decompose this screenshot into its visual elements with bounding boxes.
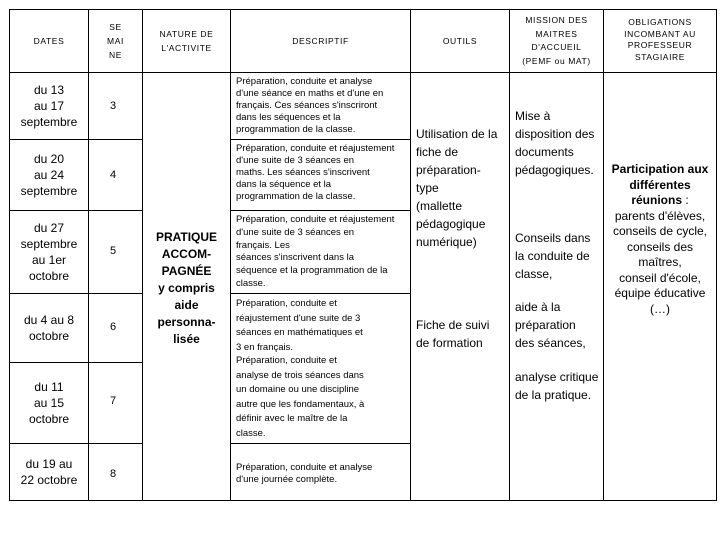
date-cell <box>10 211 88 293</box>
nature-line: personna- <box>157 315 216 329</box>
descriptif-line: séances en mathématiques et <box>236 327 363 338</box>
mission-line: disposition des <box>515 127 595 141</box>
header-semaine <box>89 10 142 72</box>
outils-line: préparation- <box>416 163 481 177</box>
descriptif-line: programmation de la classe. <box>236 124 356 135</box>
obligations-line: maîtres, <box>638 255 682 269</box>
descriptif-line: programmation de la classe. <box>236 191 356 202</box>
header-obligations-line: PROFESSEUR <box>627 40 693 50</box>
mission-line: documents <box>515 145 574 159</box>
date-line: au 24 <box>33 168 64 182</box>
obligations-cell <box>604 162 716 317</box>
descriptif-line: maths. Les séances s'inscrivent <box>236 167 370 178</box>
header-outils <box>411 10 509 72</box>
descriptif-line: Préparation, conduite et analyse <box>236 76 373 87</box>
mission-line: des séances, <box>515 336 586 350</box>
date-line: 22 octobre <box>20 473 78 487</box>
descriptif-line: d'une suite de 3 séances en <box>236 155 355 166</box>
descriptif-line: Préparation, conduite et analyse <box>236 462 373 473</box>
date-line: septembre <box>20 237 78 251</box>
date-line: au 15 <box>33 396 65 410</box>
nature-line: PRATIQUE <box>155 230 218 244</box>
date-cell <box>10 363 88 443</box>
header-semaine-line: MAI <box>107 36 124 46</box>
date-line: du 4 au 8 <box>23 313 75 327</box>
descriptif-line: français. Les <box>236 239 290 251</box>
mission-line: Mise à <box>515 109 551 123</box>
outils-line: Fiche de suivi <box>416 318 490 332</box>
mission-line: pédagogiques. <box>515 163 594 177</box>
outils-line: numérique) <box>416 235 477 249</box>
header-obligations-line: STAGIAIRE <box>634 51 686 62</box>
descriptif-line: d'une suite de 3 séances en <box>236 226 355 238</box>
descriptif-line: Préparation, conduite et réajustement <box>236 143 395 154</box>
descriptif-line: dans la séquence et la <box>236 179 332 190</box>
mission-line: préparation <box>515 318 576 332</box>
date-cell <box>10 444 88 500</box>
mission-line: de la pratique. <box>515 388 592 402</box>
descriptif-line: analyse de trois séances dans <box>236 369 364 381</box>
header-semaine-line: SE <box>109 22 122 32</box>
descriptif-line: autre que les fondamentaux, à <box>236 398 365 410</box>
descriptif-line: définir avec le maître de la <box>236 413 348 424</box>
descriptif-cell <box>236 143 408 203</box>
obligations-line: conseils de cycle, <box>612 224 708 238</box>
mission-line: Conseils dans <box>515 231 591 245</box>
date-line: du 27 <box>33 221 64 235</box>
date-line: au 17 <box>33 99 64 113</box>
descriptif-line: d'une séance en maths et d'une en <box>236 88 384 99</box>
nature-line: ACCOM- <box>161 247 212 261</box>
descriptif-cell <box>236 76 408 136</box>
descriptif-cell <box>236 354 408 441</box>
date-line: octobre <box>28 269 69 283</box>
header-outils-label: OUTILS <box>442 36 478 46</box>
obligations-bold-line: réunions <box>631 193 682 207</box>
header-descriptif <box>231 10 410 72</box>
obligations-line: parents d'élèves, <box>614 208 706 223</box>
mission-documents <box>515 107 602 179</box>
outils-line: Utilisation de la <box>416 127 498 141</box>
week-number: 3 <box>110 100 117 112</box>
nature-line: lisée <box>173 332 200 346</box>
header-semaine-line: NE <box>108 50 122 60</box>
header-dates-label: DATES <box>33 36 65 46</box>
week-number: 5 <box>110 245 117 257</box>
date-line: octobre <box>28 412 70 426</box>
header-obligations-line: OBLIGATIONS <box>628 17 692 27</box>
descriptif-line: 3 en français. <box>236 341 294 353</box>
descriptif-cell <box>236 297 408 355</box>
obligations-line: (…) <box>650 301 670 316</box>
descriptif-line: français. Ces séances s'inscriront <box>236 100 378 111</box>
descriptif-line: réajustement d'une suite de 3 <box>236 312 361 324</box>
obligations-line: conseils des <box>626 239 694 254</box>
header-dates <box>10 10 88 72</box>
mission-line: la conduite de <box>515 249 590 263</box>
nature-line: y compris <box>158 281 215 295</box>
mission-line: analyse critique <box>515 370 599 384</box>
week-number: 7 <box>110 395 117 407</box>
header-nature <box>143 10 230 72</box>
header-descriptif-label: DESCRIPTIF <box>292 36 349 46</box>
descriptif-line: classe. <box>236 277 266 289</box>
obligations-line: conseil d'école, <box>619 270 701 285</box>
outils-line: (mallette <box>416 199 463 213</box>
week-number: 6 <box>110 321 117 333</box>
descriptif-cell <box>236 462 408 486</box>
header-mission-line: (PEMF ou MAT) <box>522 55 591 66</box>
date-line: septembre <box>20 115 78 129</box>
header-obligations <box>604 17 716 63</box>
header-mission-line: MISSION DES <box>525 15 588 25</box>
obligations-colon: : <box>682 193 689 207</box>
date-line: du 20 <box>33 152 64 166</box>
mission-line: classe, <box>515 267 553 281</box>
date-cell <box>10 140 88 210</box>
nature-line: aide <box>174 298 199 312</box>
outils-suivi <box>416 316 508 352</box>
outils-line: fiche de <box>416 145 459 159</box>
date-cell <box>10 294 88 362</box>
nature-line: PAGNÉE <box>161 264 212 278</box>
header-mission-line: MAITRES <box>535 28 578 39</box>
descriptif-line: Préparation, conduite et <box>236 298 337 309</box>
date-line: octobre <box>28 329 69 343</box>
obligations-line: équipe éducative <box>614 286 706 300</box>
descriptif-line: dans les séquences et la <box>236 112 341 123</box>
descriptif-line: Préparation, conduite et <box>236 355 337 366</box>
obligations-bold-line: Participation aux <box>611 162 709 176</box>
outils-line: pédagogique <box>416 217 486 231</box>
outils-line: type <box>416 181 439 195</box>
outils-line: de formation <box>416 336 483 350</box>
mission-conseils <box>515 229 602 283</box>
outils-cell <box>416 125 508 251</box>
header-nature-line: NATURE DE <box>159 29 214 39</box>
descriptif-line: séquence et la programmation de la <box>236 265 388 277</box>
descriptif-line: classe. <box>236 427 266 439</box>
mission-analyse <box>515 368 608 404</box>
mission-line: aide à la <box>515 300 561 314</box>
date-line: au 1er <box>31 253 66 267</box>
header-obligations-line: INCOMBANT AU <box>624 28 696 39</box>
descriptif-line: un domaine ou une discipline <box>236 384 360 395</box>
date-line: du 19 au <box>25 457 73 471</box>
date-line: du 11 <box>34 380 64 394</box>
header-nature-line: L'ACTIVITE <box>161 43 212 53</box>
date-cell <box>10 73 88 139</box>
descriptif-line: d'une journée complète. <box>236 474 338 485</box>
date-line: du 13 <box>33 83 64 97</box>
descriptif-line: séances s'inscrivent dans la <box>236 252 354 264</box>
mission-aide <box>515 298 602 352</box>
date-line: septembre <box>20 184 78 198</box>
header-mission-line: D'ACCUEIL <box>531 42 582 52</box>
nature-activite <box>143 229 230 348</box>
descriptif-line: Préparation, conduite et réajustement <box>236 214 395 225</box>
descriptif-cell <box>236 214 408 291</box>
obligations-bold-line: différentes <box>629 177 691 192</box>
week-number: 8 <box>110 468 117 480</box>
week-number: 4 <box>110 169 117 181</box>
header-mission <box>510 10 603 72</box>
